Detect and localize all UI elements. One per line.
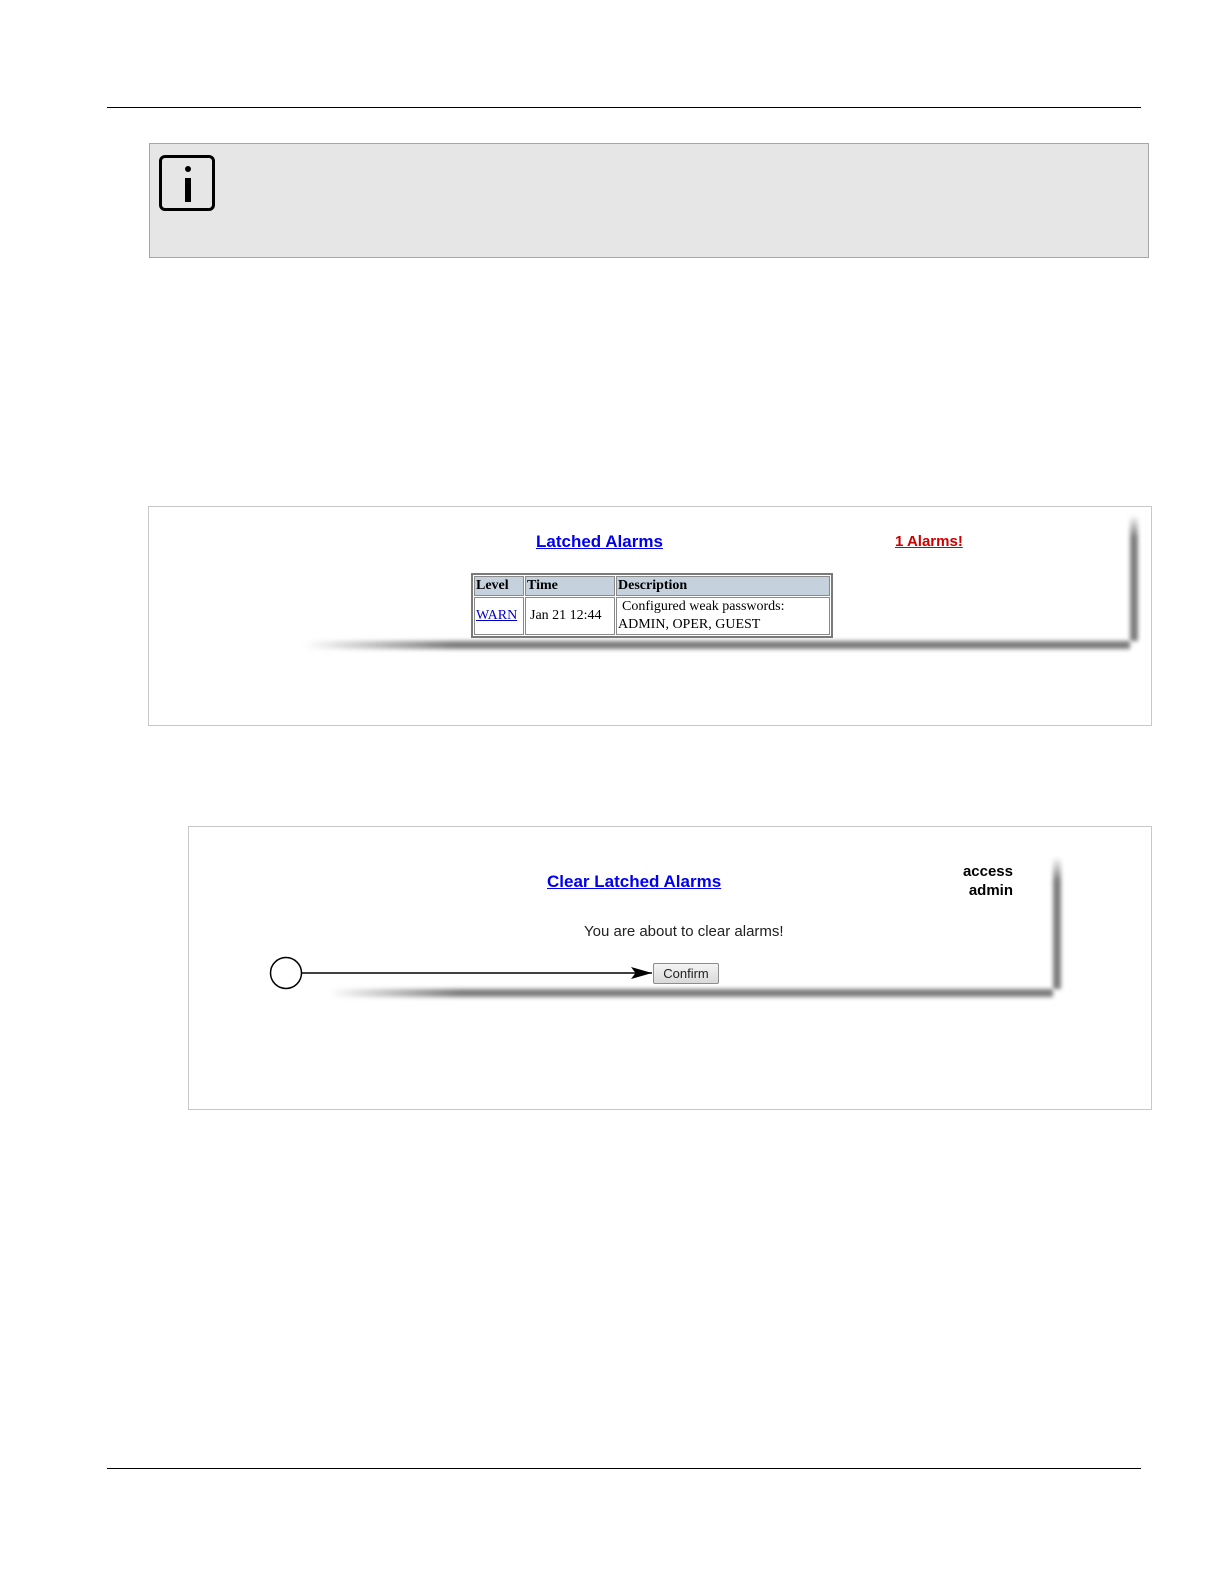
description-line: Configured weak passwords: xyxy=(622,599,785,614)
table-row xyxy=(474,597,830,635)
level-cell xyxy=(474,597,524,635)
confirm-button[interactable]: Confirm xyxy=(653,963,719,984)
callout-arrow xyxy=(189,827,1153,1111)
clear-alarms-title-link[interactable]: Clear Latched Alarms xyxy=(547,872,722,891)
table-header-row xyxy=(474,576,830,596)
info-icon xyxy=(159,155,215,211)
time-cell: Jan 21 12:44 xyxy=(525,597,615,635)
clear-alarms-figure xyxy=(188,826,1152,1110)
access-user: admin xyxy=(968,882,1013,899)
column-header-level: Level xyxy=(474,576,524,596)
callout-circle xyxy=(271,958,302,989)
column-header-description: Description xyxy=(616,576,830,596)
footer-rule xyxy=(107,1468,1141,1469)
note-box xyxy=(149,143,1149,258)
description-line: ADMIN, OPER, GUEST xyxy=(618,617,761,632)
alarm-count-link[interactable]: 1 Alarms! xyxy=(895,533,963,550)
header-rule xyxy=(107,107,1141,108)
alarms-table xyxy=(471,573,833,638)
access-label: access xyxy=(962,863,1013,880)
clear-warning-message: You are about to clear alarms! xyxy=(584,923,784,940)
warn-level-link[interactable]: WARN xyxy=(476,608,518,623)
latched-alarms-figure xyxy=(148,506,1152,726)
description-cell xyxy=(616,597,830,635)
column-header-time: Time xyxy=(525,576,615,596)
latched-alarms-title-link[interactable]: Latched Alarms xyxy=(536,532,663,551)
